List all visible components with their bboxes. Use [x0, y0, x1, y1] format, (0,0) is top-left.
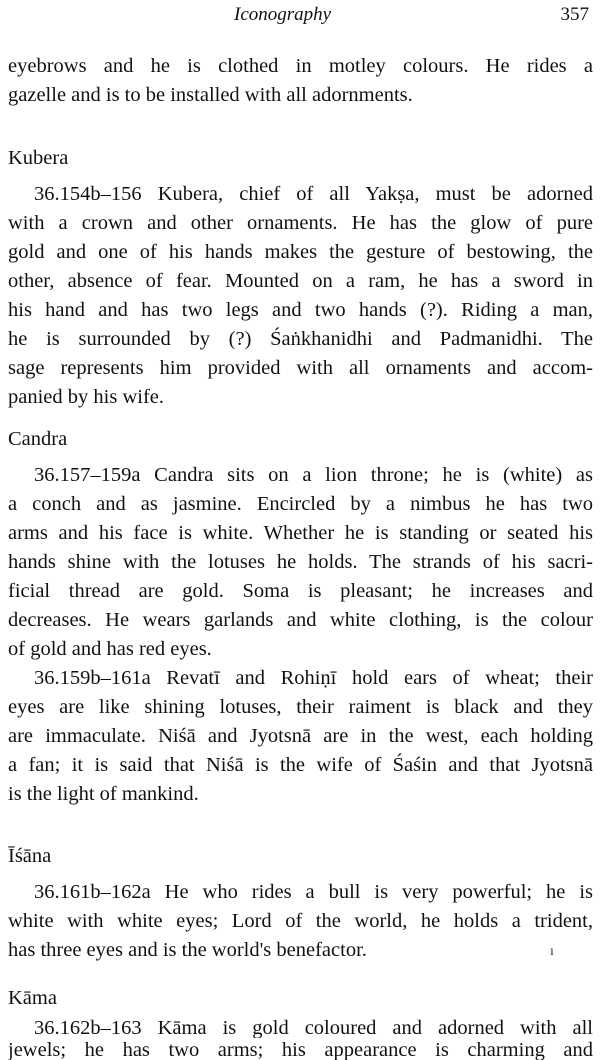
body-line: is the light of mankind.	[8, 783, 199, 805]
body-line: decreases. He wears garlands and white clothing, is the colour	[8, 609, 593, 631]
section-heading-isana: Īśāna	[8, 845, 52, 867]
body-line: 36.162b–163 Kāma is gold coloured and adorned with all	[34, 1018, 593, 1038]
body-line: panied by his wife.	[8, 386, 164, 408]
body-line: eyebrows and he is clothed in motley colours. He rides a	[8, 55, 593, 77]
body-line: gold and one of his hands makes the gesture of bestowing, the	[8, 241, 593, 263]
body-line: are immaculate. Niśā and Jyotsnā are in the west, each holding	[8, 725, 593, 747]
page-number: 357	[560, 4, 589, 25]
print-speck: ı	[550, 944, 554, 959]
section-heading-candra: Candra	[8, 428, 68, 450]
body-line: has three eyes and is the world's benefactor.	[8, 939, 367, 961]
body-line: arms and his face is white. Whether he is standing or seated his	[8, 522, 593, 544]
body-line: sage represents him provided with all ornaments and accom-	[8, 357, 593, 379]
body-line: eyes are like shining lotuses, their raiment is black and they	[8, 696, 593, 718]
running-title: Iconography	[234, 4, 332, 25]
body-line: gazelle and is to be installed with all adornments.	[8, 84, 413, 106]
body-line: ficial thread are gold. Soma is pleasant; he increases and	[8, 580, 593, 602]
section-heading-kubera: Kubera	[8, 147, 69, 169]
section-heading-kama: Kāma	[8, 987, 57, 1009]
body-line: a fan; it is said that Niśā is the wife of Śaśin and that Jyotsnā	[8, 754, 593, 776]
body-line: white with white eyes; Lord of the world, he holds a trident,	[8, 910, 593, 932]
body-line: 36.154b–156 Kubera, chief of all Yakṣa, must be adorned	[34, 183, 593, 205]
body-line: 36.161b–162a He who rides a bull is very powerful; he is	[34, 881, 593, 903]
body-line: a conch and as jasmine. Encircled by a nimbus he has two	[8, 493, 593, 515]
book-page	[8, 0, 593, 1060]
body-line: of gold and has red eyes.	[8, 638, 212, 660]
body-line: jewels; he has two arms; his appearance is charming and	[8, 1040, 593, 1060]
running-head	[8, 4, 593, 28]
body-line: he is surrounded by (?) Śaṅkhanidhi and Padmanidhi. The	[8, 328, 593, 350]
body-line: his hand and has two legs and two hands (?). Riding a man,	[8, 299, 593, 321]
body-line: 36.157–159a Candra sits on a lion throne; he is (white) as	[34, 464, 593, 486]
body-line: hands shine with the lotuses he holds. The strands of his sacri-	[8, 551, 593, 573]
body-line: 36.159b–161a Revatī and Rohiṇī hold ears of wheat; their	[34, 667, 593, 689]
body-line: other, absence of fear. Mounted on a ram, he has a sword in	[8, 270, 593, 292]
body-line: with a crown and other ornaments. He has the glow of pure	[8, 212, 593, 234]
